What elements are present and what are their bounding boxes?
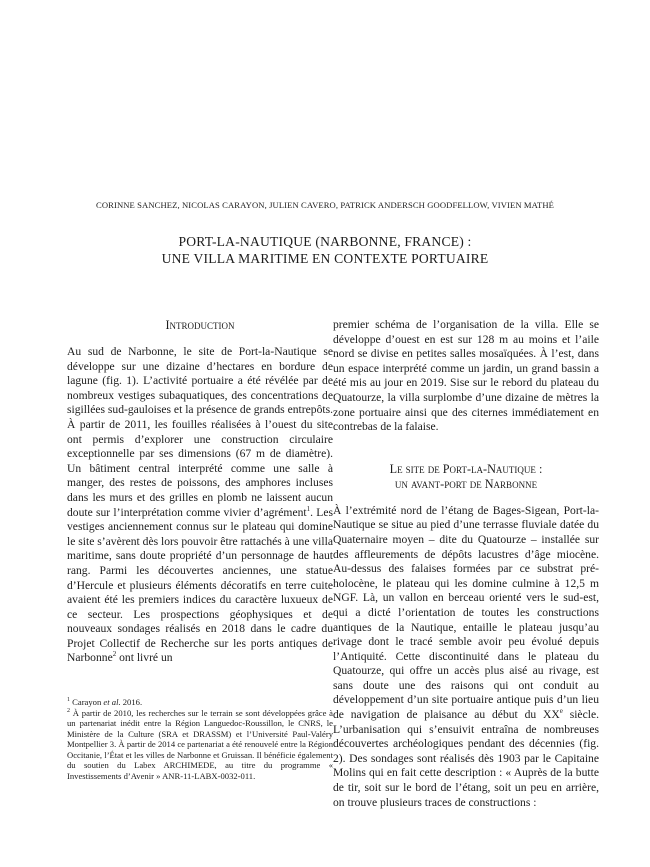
- intro-text-b: . Les vestiges anciennement connus sur le plateau qui domine le site s’avèrent dès lors pouvoir être rattachés à une villa maritime, sans doute propriété d’un personnage de haut rang. Parmi les découvertes anciennes, une statue d’Hercule et plusieurs éléments décoratifs en terre cuite avaient été les premiers indices du caractère luxueux de ce secteur. Les prospections géophysiques et de nouveaux sondages réalisés en 2018 dans le cadre du Projet Collectif de Recherche sur les ports antiques de Narbonne: [67, 505, 333, 665]
- site-text-a: À l’extrémité nord de l’étang de Bages-Sigean, Port-la-Nautique se situe au pied d’une terrasse fluviale datée du Quaternaire moyen – dite du Quatourze – installée sur des affleurements de dépôts lacustres d’âge miocène. Au-dessus des falaises formées par ce substrat pré-holocène, le plateau qui les domine culmine à 12,5 m NGF. Là, un vallon en berceau orienté vers le sud-est, qui a dicté l’orientation de toutes les constructions antiques de la Nautique, entaille le plateau jusqu’au rivage dont le tracé semble avoir peu évolué depuis l’Antiquité. Cette discontinuité dans le plateau du Quatourze, qui offre un accès plus aisé au rivage, est sans doute une des raisons qui ont conduit au développement d’un site portuaire antique puis d’un lieu de navigation de plaisance au début du XX: [333, 503, 599, 722]
- section-heading-introduction: Introduction: [165, 318, 235, 332]
- section-heading-line-2: un avant-port de Narbonne: [394, 476, 538, 491]
- authors-line: CORINNE SANCHEZ, NICOLAS CARAYON, JULIEN CAVERO, PATRICK ANDERSCH GOODFELLOW, VIVIEN MATHÉ: [96, 200, 554, 210]
- footnote-ref-1[interactable]: 1: [306, 504, 311, 513]
- site-text-b: siècle. L’urbanisation qui s’ensuivit entraîna de nombreuses découvertes archéologiques pendant des décennies (fig. 2). Des sondages sont réalisés dès 1903 par le Capitaine Molins qui en fait cette description : « Auprès de la butte de tir, soit sur le bord de l’étang, soit un peu en arrière, on trouve plusieurs traces de constructions :: [333, 708, 599, 809]
- century-superscript: e: [559, 707, 563, 716]
- footnote-1-italic: et al.: [103, 697, 121, 707]
- footnote-2: [67, 708, 333, 782]
- footnote-1-text: Carayon: [70, 697, 104, 707]
- footnote-2-text: À partir de 2010, les recherches sur le terrain se sont développées grâce à un partenariat inédit entre la Région Languedoc-Roussillon, le CNRS, le Ministère de la Culture (SRA et DRASSM) et l’Université Paul-Valéry Montpellier 3. À partir de 2014 ce partenariat a été renouvelé entre la Région Occitanie, l’État et les villes de Narbonne et Gruissan. Il bénéficie également du soutien du Labex ARCHIMEDE, au titre du programme « Investissements d’Avenir » ANR-11-LABX-0032-011.: [67, 707, 333, 781]
- title-line-2: UNE VILLA MARITIME EN CONTEXTE PORTUAIRE: [161, 251, 489, 266]
- intro-continued-paragraph: premier schéma de l’organisation de la villa. Elle se développe d’ouest en est sur 128 m au moins et l’aile nord se divise en petites salles mosaïquées. À l’est, dans un espace interprété comme un jardin, un grand bassin a été mis au jour en 2019. Sise sur le rebord du plateau du Quatourze, la villa surplombe d’une dizaine de mètres la zone portuaire ainsi que des citernes immédiatement en contrebas de la falaise.: [333, 318, 599, 434]
- intro-text-c: ont livré un: [116, 651, 173, 665]
- right-column: [333, 318, 599, 810]
- footnote-1-number: 1: [67, 697, 70, 704]
- footnote-1: [67, 697, 333, 708]
- left-column: [67, 318, 333, 666]
- footnote-1-year: 2016.: [120, 697, 143, 707]
- footnote-ref-2[interactable]: 2: [112, 650, 117, 659]
- section-heading-line-1: Le site de Port-la-Nautique :: [389, 461, 543, 476]
- section-heading-site: [333, 462, 599, 492]
- intro-paragraph: [67, 345, 333, 666]
- title-line-1: PORT-LA-NAUTIQUE (NARBONNE, FRANCE) :: [178, 234, 472, 249]
- site-paragraph: [333, 504, 599, 810]
- footnotes: [67, 697, 333, 781]
- intro-text-a: Au sud de Narbonne, le site de Port-la-Nautique se développe sur une dizaine d’hectares en bordure de lagune (fig. 1). L’activité portuaire a été révélée par de nombreux vestiges subaquatiques, des concentrations de sigillées sud-gauloises et la présence de grands entrepôts. À partir de 2011, les fouilles réalisées à l’ouest du site ont permis d’explorer une construction circulaire exceptionnelle par ses dimensions (67 m de diamètre). Un bâtiment central interprété comme une salle à manger, des restes de poissons, des amphores incluses dans les murs et des grilles en plomb ne laissent aucun doute sur l’interprétation comme vivier d’agrément: [67, 345, 333, 519]
- article-title: [0, 233, 650, 267]
- footnote-2-number: 2: [67, 707, 70, 714]
